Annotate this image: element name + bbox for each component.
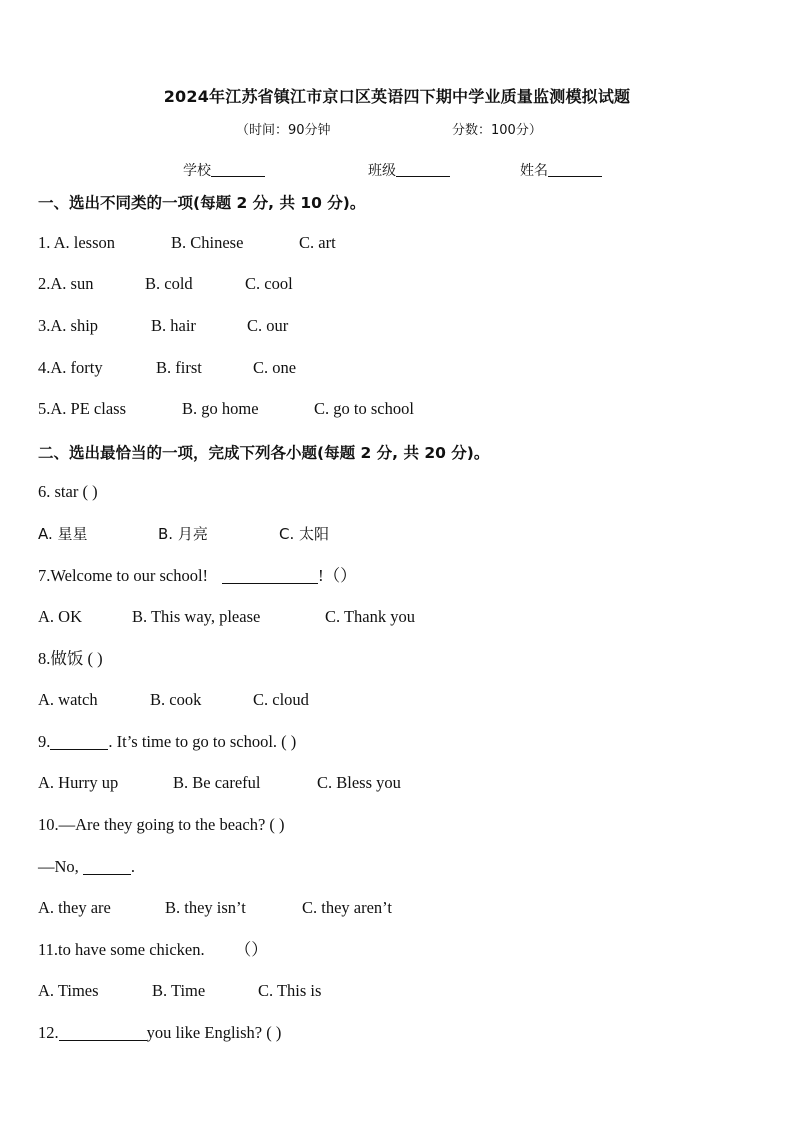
q3-option-a: A. ship (50, 316, 99, 335)
q2-num: 2. (38, 274, 51, 293)
page-title: 2024年江苏省镇江市京口区英语四下期中学业质量监测模拟试题 (163, 87, 631, 106)
q10-option-a: A. they are (38, 898, 111, 917)
name-field (520, 160, 602, 180)
q3-option-b: B. hair (151, 316, 196, 335)
q3-num: 3. (38, 316, 51, 335)
q12-stem: you like English? ( ) (146, 1023, 282, 1042)
q4-option-c: C. one (253, 358, 297, 377)
q9-option-c: C. Bless you (317, 773, 401, 792)
q5-option-a: A. PE class (50, 399, 126, 418)
q7-option-c: C. Thank you (325, 607, 415, 626)
q1-num: 1. (38, 233, 54, 252)
q5-option-c: C. go to school (314, 399, 414, 418)
exam-time: （时间：90分钟 (236, 123, 331, 138)
q6-stem: 6. star ( ) (38, 482, 98, 501)
section2-heading: 二、选出最恰当的一项，完成下列各小题(每题 2 分, 共 20 分)。 (38, 444, 490, 462)
name-blank[interactable] (548, 162, 602, 177)
q7-stem: 7.Welcome to our school! (38, 566, 209, 585)
school-field (183, 160, 265, 180)
q9-option-a: A. Hurry up (38, 773, 119, 792)
q6-option-b: B. 月亮 (158, 525, 208, 543)
q1-option-a: A. lesson (53, 233, 116, 252)
q2-option-a: A. sun (50, 274, 94, 293)
q10-answer-blank[interactable] (83, 858, 131, 875)
q10-stem: 10.—Are they going to the beach? ( ) (38, 815, 285, 834)
q7-option-a: A. OK (38, 607, 82, 626)
q9-option-b: B. Be careful (173, 773, 261, 792)
q9-answer-blank[interactable] (50, 733, 108, 750)
q4-option-a: A. forty (50, 358, 103, 377)
q11-option-b: B. Time (152, 981, 206, 1000)
school-label: 学校 (183, 163, 211, 179)
q3-option-c: C. our (247, 316, 289, 335)
q11-stem: 11.to have some chicken. (38, 940, 205, 959)
q10-option-b: B. they isn’t (165, 898, 246, 917)
q8-option-a: A. watch (38, 690, 98, 709)
q6-option-a: A. 星星 (38, 525, 88, 543)
q1-option-c: C. art (299, 233, 336, 252)
q1-option-b: B. Chinese (171, 233, 244, 252)
q8-stem: 8.做饭 ( ) (38, 649, 103, 668)
name-label: 姓名 (520, 163, 548, 179)
q2-option-b: B. cold (145, 274, 193, 293)
q9-num: 9. (38, 732, 51, 751)
q11-option-a: A. Times (38, 981, 99, 1000)
section1-heading: 一、选出不同类的一项(每题 2 分, 共 10 分)。 (38, 194, 366, 212)
q10-reply: —No, (38, 857, 83, 876)
q12-answer-blank[interactable] (59, 1024, 147, 1041)
q7-stem-end: !（） (318, 566, 357, 585)
q2-option-c: C. cool (245, 274, 293, 293)
q10-reply-end: . (130, 857, 136, 876)
q11-option-c: C. This is (258, 981, 322, 1000)
q5-num: 5. (38, 399, 51, 418)
q8-option-c: C. cloud (253, 690, 309, 709)
q9-stem: . It’s time to go to school. ( ) (108, 732, 297, 751)
q7-answer-blank[interactable] (222, 567, 318, 584)
q4-num: 4. (38, 358, 51, 377)
exam-score: 分数：100分） (452, 123, 542, 138)
q7-option-b: B. This way, please (132, 607, 261, 626)
q12-num: 12. (38, 1023, 59, 1042)
class-field (368, 160, 450, 180)
school-blank[interactable] (211, 162, 265, 177)
q5-option-b: B. go home (182, 399, 259, 418)
q11-paren: （） (234, 940, 268, 959)
class-label: 班级 (368, 163, 396, 179)
q10-option-c: C. they aren’t (302, 898, 392, 917)
q6-option-c: C. 太阳 (279, 525, 330, 543)
class-blank[interactable] (396, 162, 450, 177)
q8-option-b: B. cook (150, 690, 202, 709)
q4-option-b: B. first (156, 358, 202, 377)
